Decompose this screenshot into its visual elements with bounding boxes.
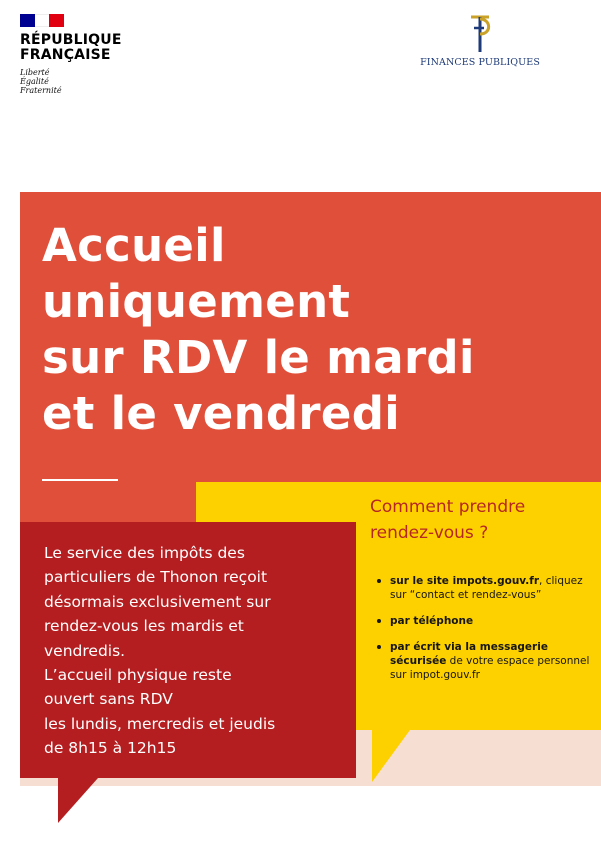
appointment-methods-list [374, 574, 594, 694]
republique-francaise-logo [20, 14, 160, 95]
republique-francaise-name: RÉPUBLIQUE FRANÇAISE [20, 32, 122, 63]
finances-publiques-logo [420, 14, 540, 68]
how-to-bubble-tail [372, 730, 410, 782]
poster-headline: Accueil uniquement sur RDV le mardi et le vendredi [42, 219, 475, 440]
headline-divider [42, 479, 118, 481]
list-item: par téléphone [374, 614, 594, 628]
marianne-flag-icon [20, 14, 64, 27]
info-bubble-tail [58, 778, 98, 823]
info-text: Le service des impôts des particuliers de Thonon reçoit désormais exclusivement sur rendez-vous les mardis et vendredis. L’accueil physique reste ouvert sans RDV les lundis, mercredis et jeudis de 8h15 à 12h15 [44, 544, 276, 758]
finances-publiques-mark-icon [465, 14, 495, 54]
headline-panel-strip [20, 482, 196, 522]
finances-publiques-label: FINANCES PUBLIQUES [420, 57, 540, 68]
list-item: par écrit via la messagerie sécurisée de votre espace personnel sur impot.gouv.fr [374, 640, 594, 682]
list-item: sur le site impots.gouv.fr, cliquez sur “contact et rendez-vous” [374, 574, 594, 602]
republic-motto: Liberté Égalité Fraternité [20, 68, 62, 95]
how-to-title: Comment prendre rendez-vous ? [370, 497, 526, 543]
